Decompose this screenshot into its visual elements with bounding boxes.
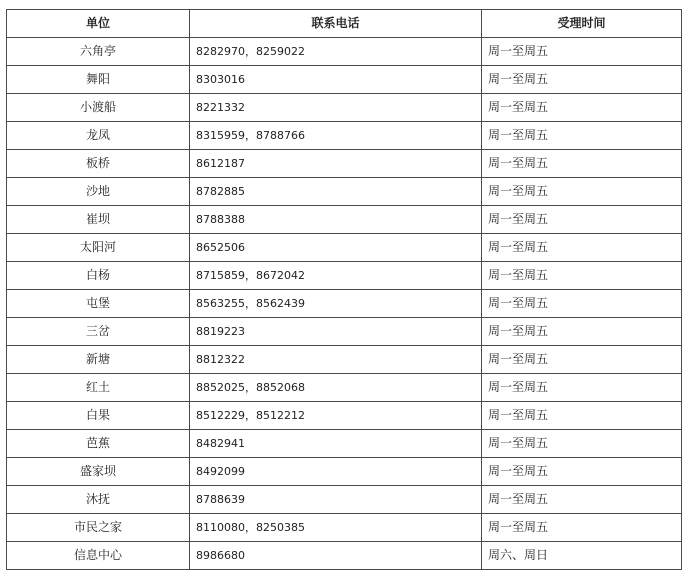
table-row (7, 234, 682, 262)
phone-cell: 8563255，8562439 (190, 290, 482, 318)
table-row (7, 206, 682, 234)
contact-table (6, 9, 682, 570)
hours-cell: 周一至周五 (482, 346, 682, 374)
unit-cell: 板桥 (7, 150, 190, 178)
unit-cell: 太阳河 (7, 234, 190, 262)
header-phone: 联系电话 (190, 10, 482, 38)
hours-cell: 周一至周五 (482, 206, 682, 234)
table-row (7, 178, 682, 206)
hours-cell: 周一至周五 (482, 66, 682, 94)
unit-cell: 红土 (7, 374, 190, 402)
table-row (7, 94, 682, 122)
phone-cell: 8512229，8512212 (190, 402, 482, 430)
table-row (7, 542, 682, 570)
hours-cell: 周一至周五 (482, 262, 682, 290)
unit-cell: 盛家坝 (7, 458, 190, 486)
unit-cell: 芭蕉 (7, 430, 190, 458)
table-row (7, 514, 682, 542)
phone-cell: 8221332 (190, 94, 482, 122)
header-hours: 受理时间 (482, 10, 682, 38)
hours-cell: 周一至周五 (482, 38, 682, 66)
table-row (7, 318, 682, 346)
unit-cell: 新塘 (7, 346, 190, 374)
table-row (7, 374, 682, 402)
table-header-row (7, 10, 682, 38)
hours-cell: 周一至周五 (482, 374, 682, 402)
phone-cell: 8652506 (190, 234, 482, 262)
hours-cell: 周六、周日 (482, 542, 682, 570)
table-row (7, 346, 682, 374)
phone-cell: 8852025，8852068 (190, 374, 482, 402)
phone-cell: 8303016 (190, 66, 482, 94)
unit-cell: 白杨 (7, 262, 190, 290)
phone-cell: 8612187 (190, 150, 482, 178)
unit-cell: 沐抚 (7, 486, 190, 514)
hours-cell: 周一至周五 (482, 430, 682, 458)
phone-cell: 8819223 (190, 318, 482, 346)
phone-cell: 8482941 (190, 430, 482, 458)
phone-cell: 8782885 (190, 178, 482, 206)
phone-cell: 8788388 (190, 206, 482, 234)
hours-cell: 周一至周五 (482, 486, 682, 514)
phone-cell: 8110080，8250385 (190, 514, 482, 542)
contact-table-container (6, 9, 682, 570)
table-row (7, 402, 682, 430)
hours-cell: 周一至周五 (482, 234, 682, 262)
header-unit: 单位 (7, 10, 190, 38)
table-row (7, 66, 682, 94)
unit-cell: 舞阳 (7, 66, 190, 94)
hours-cell: 周一至周五 (482, 178, 682, 206)
phone-cell: 8812322 (190, 346, 482, 374)
phone-cell: 8282970，8259022 (190, 38, 482, 66)
unit-cell: 龙凤 (7, 122, 190, 150)
table-row (7, 262, 682, 290)
table-row (7, 458, 682, 486)
unit-cell: 小渡船 (7, 94, 190, 122)
hours-cell: 周一至周五 (482, 318, 682, 346)
unit-cell: 市民之家 (7, 514, 190, 542)
table-row (7, 38, 682, 66)
unit-cell: 三岔 (7, 318, 190, 346)
unit-cell: 沙地 (7, 178, 190, 206)
phone-cell: 8986680 (190, 542, 482, 570)
hours-cell: 周一至周五 (482, 402, 682, 430)
table-row (7, 290, 682, 318)
hours-cell: 周一至周五 (482, 94, 682, 122)
table-row (7, 486, 682, 514)
unit-cell: 崔坝 (7, 206, 190, 234)
unit-cell: 六角亭 (7, 38, 190, 66)
hours-cell: 周一至周五 (482, 514, 682, 542)
hours-cell: 周一至周五 (482, 150, 682, 178)
phone-cell: 8315959，8788766 (190, 122, 482, 150)
table-row (7, 122, 682, 150)
table-row (7, 150, 682, 178)
unit-cell: 屯堡 (7, 290, 190, 318)
unit-cell: 信息中心 (7, 542, 190, 570)
hours-cell: 周一至周五 (482, 122, 682, 150)
table-row (7, 430, 682, 458)
hours-cell: 周一至周五 (482, 458, 682, 486)
phone-cell: 8715859，8672042 (190, 262, 482, 290)
hours-cell: 周一至周五 (482, 290, 682, 318)
phone-cell: 8788639 (190, 486, 482, 514)
unit-cell: 白果 (7, 402, 190, 430)
phone-cell: 8492099 (190, 458, 482, 486)
